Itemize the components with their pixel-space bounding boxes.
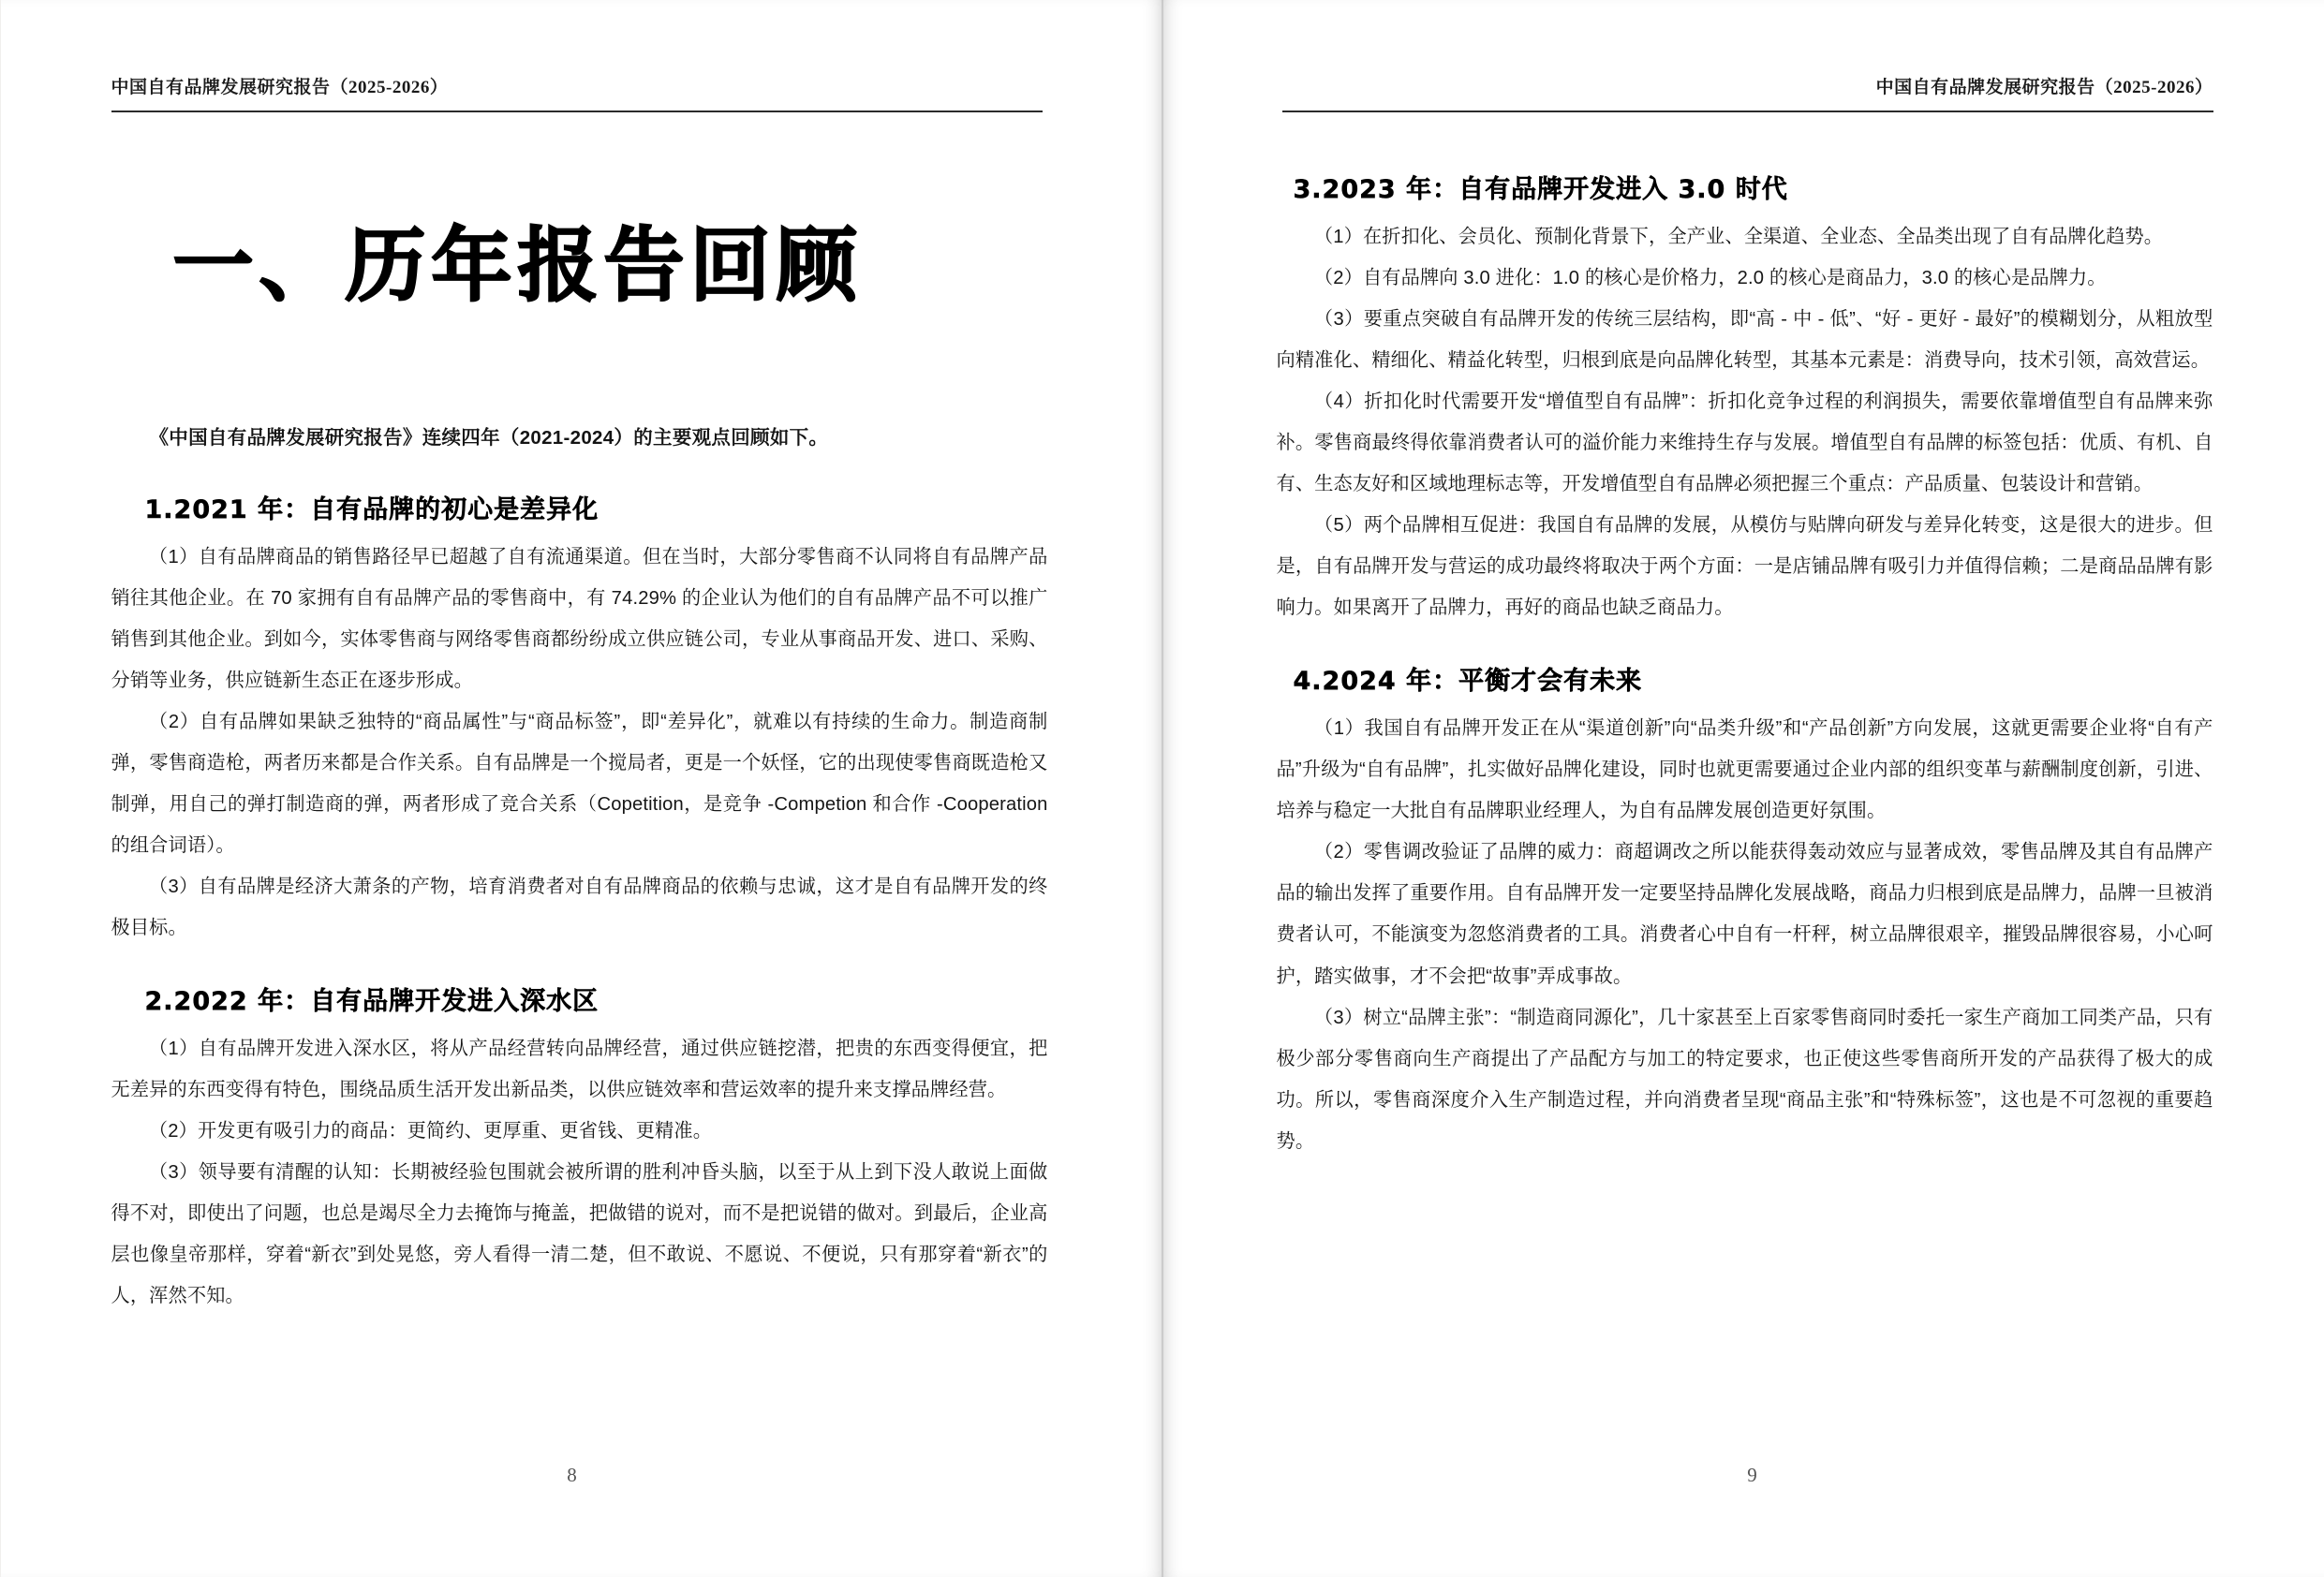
right-column-content xyxy=(1277,169,2213,1395)
paragraph: （1）自有品牌商品的销售路径早已超越了自有流通渠道。但在当时，大部分零售商不认同将自有品牌产品销往其他企业。在 70 家拥有自有品牌产品的零售商中，有 74.29% 的企业认为他们的自有品牌产品不可以推广销售到其他企业。到如今，实体零售商与网络零售商都纷纷成立供应链公司，专业从事商品开发、进口、采购、分销等业务，供应链新生态正在逐步形成。 xyxy=(111,546,1048,691)
paragraph: （2）自有品牌如果缺乏独特的“商品属性”与“商品标签”，即“差异化”，就难以有持续的生命力。制造商制弹，零售商造枪，两者历来都是合作关系。自有品牌是一个搅局者，更是一个妖怪，它的出现使零售商既造枪又制弹，用自己的弹打制造商的弹，两者形成了竞合关系（Copetition，是竞争 -Competion 和合作 -Cooperation 的组合词语）。 xyxy=(111,711,1048,857)
paragraph: （3）领导要有清醒的认知：长期被经验包围就会被所谓的胜利冲昏头脑，以至于从上到下没人敢说上面做得不对，即使出了问题，也总是竭尽全力去掩饰与掩盖，把做错的说对，而不是把说错的做对。到最后，企业高层也像皇帝那样，穿着“新衣”到处晃悠，旁人看得一清二楚，但不敢说、不愿说、不便说，只有那穿着“新衣”的人，浑然不知。 xyxy=(111,1162,1048,1307)
paragraph: （3）要重点突破自有品牌开发的传统三层结构，即“高 - 中 - 低”、“好 - 更好 - 最好”的模糊划分，从粗放型向精准化、精细化、精益化转型，归根到底是向品牌化转型，其基本元素是：消费导向，技术引领，高效营运。 xyxy=(1276,309,2213,372)
left-column-content xyxy=(111,169,1048,1395)
paragraph: （4）折扣化时代需要开发“增值型自有品牌”：折扣化竞争过程的利润损失，需要依靠增值型自有品牌来弥补。零售商最终得依靠消费者认可的溢价能力来维持生存与发展。增值型自有品牌的标签包括：优质、有机、自有、生态友好和区域地理标志等，开发增值型自有品牌必须把握三个重点：产品质量、包装设计和营销。 xyxy=(1276,391,2213,495)
section-heading-2024: 4.2024 年：平衡才会有未来 xyxy=(1293,667,1643,697)
running-header-left: 中国自有品牌发展研究报告（2025-2026） xyxy=(111,78,449,97)
paragraph: （3）自有品牌是经济大萧条的产物，培育消费者对自有品牌商品的依赖与忠诚，这才是自有品牌开发的终极目标。 xyxy=(111,877,1048,939)
paragraph: （3）树立“品牌主张”：“制造商同源化”，几十家甚至上百家零售商同时委托一家生产商加工同类产品，只有极少部分零售商向生产商提出了产品配方与加工的特定要求，也正使这些零售商所开发的产品获得了极大的成功。所以，零售商深度介入生产制造过程，并向消费者呈现“商品主张”和“特殊标签”，这也是不可忽视的重要趋势。 xyxy=(1276,1007,2213,1152)
header-rule-right xyxy=(1282,111,2213,112)
paragraph: （5）两个品牌相互促进：我国自有品牌的发展，从模仿与贴牌向研发与差异化转变，这是很大的进步。但是，自有品牌开发与营运的成功最终将取决于两个方面：一是店铺品牌有吸引力并值得信赖；二是商品品牌有影响力。如果离开了品牌力，再好的商品也缺乏商品力。 xyxy=(1276,515,2213,619)
paragraph: （1）自有品牌开发进入深水区，将从产品经营转向品牌经营，通过供应链挖潜，把贵的东西变得便宜，把无差异的东西变得有特色，围绕品质生活开发出新品类，以供应链效率和营运效率的提升来支撑品牌经营。 xyxy=(111,1039,1048,1101)
paragraph: （2）自有品牌向 3.0 进化：1.0 的核心是价格力，2.0 的核心是商品力，3.0 的核心是品牌力。 xyxy=(1313,268,2107,289)
section-heading-2021: 1.2021 年：自有品牌的初心是差异化 xyxy=(144,494,600,524)
paragraph: （1）在折扣化、会员化、预制化背景下，全产业、全渠道、全业态、全品类出现了自有品牌化趋势。 xyxy=(1313,227,2164,247)
section-heading-2023: 3.2023 年：自有品牌开发进入 3.0 时代 xyxy=(1293,175,1788,204)
paragraph: （2）零售调改验证了品牌的威力：商超调改之所以能获得轰动效应与显著成效，零售品牌及其自有品牌产品的输出发挥了重要作用。自有品牌开发一定要坚持品牌化发展战略，商品力归根到底是品牌力，品牌一旦被消费者认可，不能演变为忽悠消费者的工具。消费者心中自有一杆秤，树立品牌很艰辛，摧毁品牌很容易，小心呵护，踏实做事，才不会把“故事”弄成事故。 xyxy=(1276,842,2213,987)
page-left xyxy=(1,0,1162,1577)
spread-gutter xyxy=(1162,0,1163,1577)
paragraph: （1）我国自有品牌开发正在从“渠道创新”向“品类升级”和“产品创新”方向发展，这就更需要企业将“自有产品”升级为“自有品牌”，扎实做好品牌化建设，同时也就更需要通过企业内部的组织变革与薪酬制度创新，引进、培养与稳定一大批自有品牌职业经理人，为自有品牌发展创造更好氛围。 xyxy=(1276,718,2213,822)
section-heading-2022: 2.2022 年：自有品牌开发进入深水区 xyxy=(144,987,600,1017)
running-header-right: 中国自有品牌发展研究报告（2025-2026） xyxy=(1875,78,2213,97)
chapter-title: 一、历年报告回顾 xyxy=(172,219,863,313)
page-number-left: 8 xyxy=(567,1464,577,1486)
page-right xyxy=(1162,0,2324,1577)
header-rule-left xyxy=(111,111,1043,112)
lead-paragraph: 《中国自有品牌发展研究报告》连续四年（2021-2024）的主要观点回顾如下。 xyxy=(149,426,829,449)
paragraph: （2）开发更有吸引力的商品：更简约、更厚重、更省钱、更精准。 xyxy=(148,1121,713,1142)
page-number-right: 9 xyxy=(1747,1464,1757,1486)
